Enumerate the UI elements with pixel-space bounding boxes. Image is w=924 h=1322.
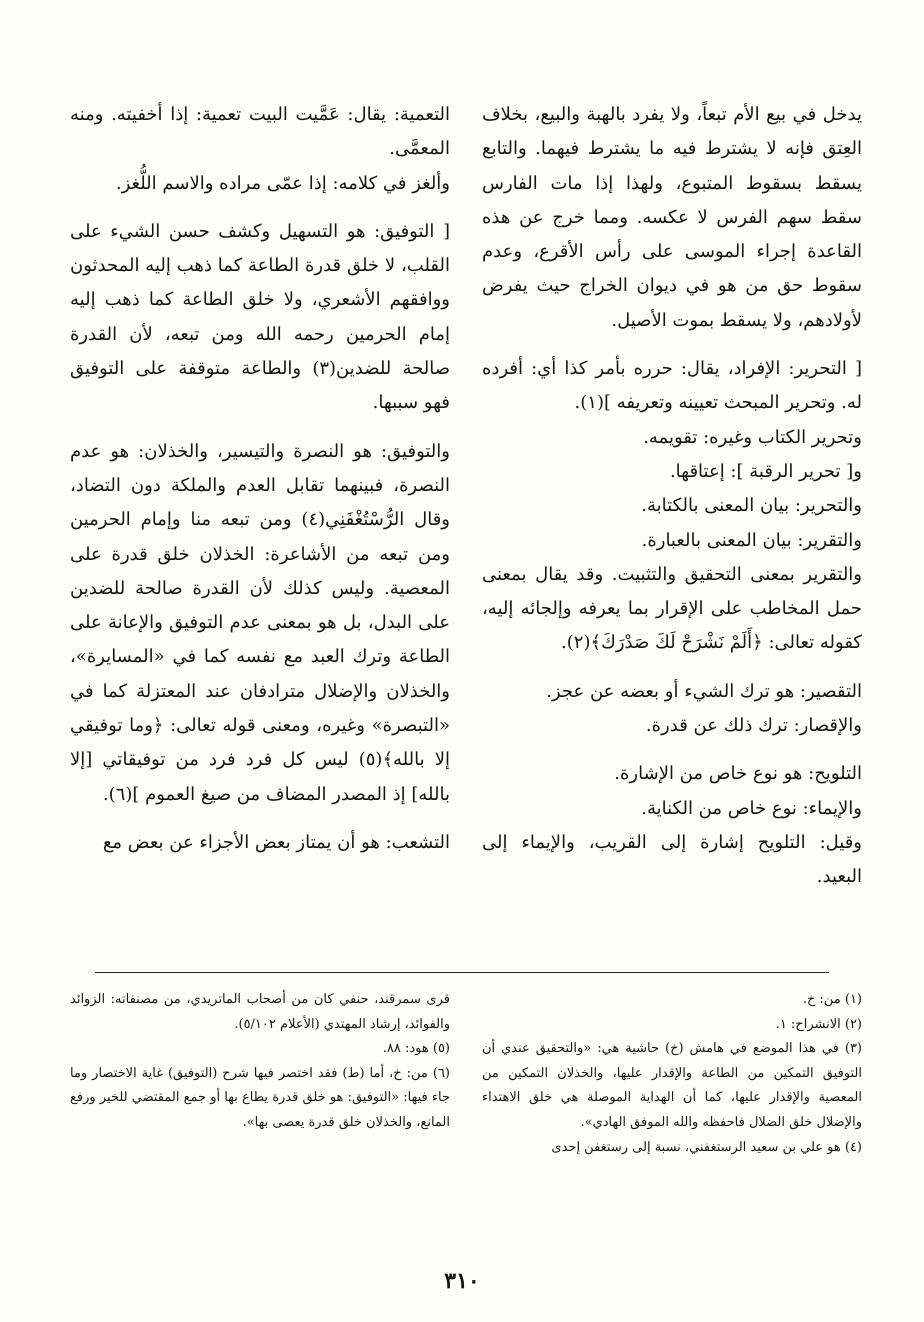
paragraph-taqsir: التقصير: هو ترك الشيء أو بعضه عن عجز. xyxy=(546,680,862,702)
footnote-1: (١) من: خ. xyxy=(802,992,862,1007)
footnotes-right xyxy=(482,988,862,1160)
footnote-4-continued: قرى سمرقند، حنفي كان من أصحاب الماتريدي، من مصنفاته: الزوائد والفوائد، إرشاد المهتدي (الأعلام ٥/١٠٢). xyxy=(70,992,450,1032)
paragraph-tahrir: [ التحرير: الإفراد، يقال: حرره بأمر كذا أي: أفرده له. وتحرير المبحث تعيينه وتعريفه ](١). xyxy=(482,358,862,414)
paragraph-tabaa: يدخل في بيع الأم تبعاً، ولا يفرد بالهبة والبيع، بخلاف العِتق فإنه لا يشترط فيه ما يشترط فيهما. والتابع يسقط بسقوط المتبوع، ولهذا إذا مات الفارس سقط سهم الفرس لا عكسه. ومما خرج عن هذه القاعدة إجراء الموسى على رأس الأقرع، وعدم سقوط حق من هو في ديوان الخراج حيث يفرض لأولادهم، ولا يسقط بموت الأصيل. xyxy=(482,104,862,331)
paragraph-taqrir-tahqiq: والتقرير بمعنى التحقيق والتثبيت. وقد يقال بمعنى حمل المخاطب على الإقرار بما يعرفه وإلجائه إليه، كقوله تعالى: ﴿أَلَمْ نَشْرَحْ لَكَ صَدْرَكَ﴾(٢). xyxy=(482,563,862,654)
paragraph-khidhlan: والتوفيق: هو النصرة والتيسير، والخذلان: هو عدم النصرة، فبينهما تقابل العدم والملكة دون التضاد، وقال الرُّسْتُغْفَنِي(٤) ومن تبعه منا وإمام الحرمين ومن تبعه من الأشاعرة: الخذلان خلق قدرة على المعصية. وليس كذلك لأن القدرة صالحة للضدين على البدل، بل هو بمعنى عدم التوفيق والإعانة على الطاعة وترك العبد مع نفسه كما في «المسايرة»، والخذلان والإضلال مترادفان عند المعتزلة كما في «التبصرة» وغيره، ومعنى قوله تعالى: ﴿وما توفيقي إلا بالله﴾(٥) ليس كل فرد فرد من توفيقاتي [إلا بالله] إذ المصدر المضاف من صيغ العموم ](٦). xyxy=(70,440,450,805)
paragraph-taqrir-bayan: والتقرير: بيان المعنى بالعبارة. xyxy=(641,529,862,551)
paragraph-tahrir-kitab: وتحرير الكتاب وغيره: تقويمه. xyxy=(643,426,862,448)
footnote-4: (٤) هو علي بن سعيد الرستغفني، نسبة إلى رستغفن إحدى xyxy=(551,1139,862,1155)
footnote-divider xyxy=(95,972,829,973)
paragraph-imaa: والإيماء: نوع خاص من الكناية. xyxy=(641,797,862,819)
right-column xyxy=(482,98,862,895)
paragraph-tawfiq: [ التوفيق: هو التسهيل وكشف حسن الشيء على القلب، لا خلق قدرة الطاعة كما ذهب إليه المحدثون ووافقهم الأشعري، ولا خلق الطاعة كما ذهب إليه إمام الحرمين رحمه الله ومن تبعه، لأن القدرة صالحة للضدين(٣) والطاعة متوقفة على التوفيق فهو سببها. xyxy=(70,220,450,414)
paragraph-talwih: التلويح: هو نوع خاص من الإشارة. xyxy=(614,763,862,785)
paragraph-tahrir-bayan: والتحرير: بيان المعنى بالكتابة. xyxy=(641,495,862,517)
footnote-3: (٣) في هذا الموضع في هامش (خ) حاشية هي: «والتحقيق عندي أن التوفيق التمكين من الطاعة والإقدار عليها، والخذلان التمكين من المعصية والإقدار عليها، كما أن الهداية الموصلة هي خلق الاهتداء والإضلال خلق الضلال فاحفظه والله الموفق الهادي». xyxy=(482,1041,862,1130)
footnote-5: (٥) هود: ٨٨. xyxy=(382,1041,450,1057)
page-number: ٣١٠ xyxy=(444,1268,480,1294)
footnote-2: (٢) الانشراح: ١. xyxy=(775,1016,862,1032)
left-column xyxy=(70,98,450,860)
paragraph-tashaub: التشعب: هو أن يمتاز بعض الأجزاء عن بعض مع xyxy=(102,831,450,853)
paragraph-qil: وقيل: التلويح إشارة إلى القريب، والإيماء إلى البعيد. xyxy=(482,831,862,888)
footnotes-left xyxy=(70,988,450,1136)
footnote-6: (٦) من: خ، أما (ط) فقد اختصر فيها شرح (التوفيق) غاية الاختصار وما جاء فيها: «التوفيق: هو خلق قدرة يطاع بها أو جمع المقتضي للخير ورفع المانع، والخذلان خلق قدرة يعصى بها». xyxy=(70,1065,450,1130)
paragraph-iqsar: والإقصار: ترك ذلك عن قدرة. xyxy=(645,715,862,737)
paragraph-tamiya: التعمية: يقال: عَمَّيت البيت تعمية: إذا أخفيته. ومنه المعمَّى. xyxy=(70,104,450,160)
paragraph-tahrir-raqaba: و[ تحرير الرقبة ]: إعتاقها. xyxy=(669,460,862,482)
paragraph-alghaz: وألغز في كلامه: إذا عمّى مراده والاسم اللُّغز. xyxy=(115,172,450,194)
